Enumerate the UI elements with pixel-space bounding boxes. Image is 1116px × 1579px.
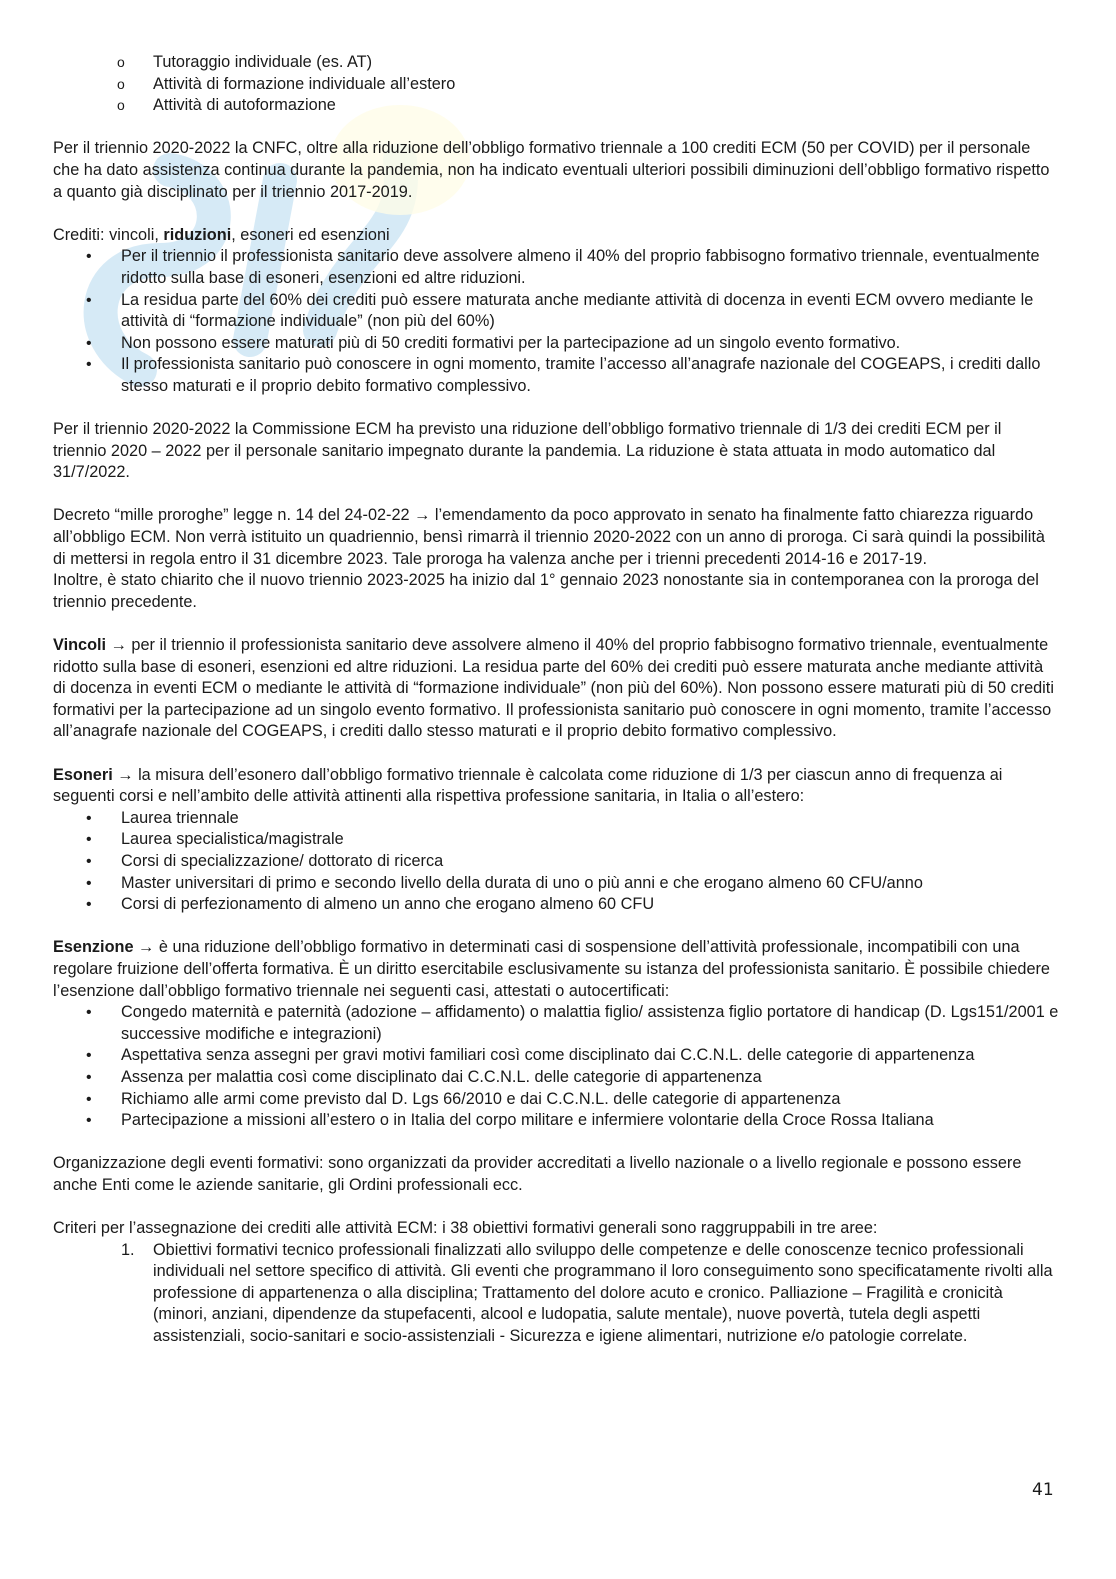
esenzione-label: Esenzione — [53, 938, 134, 957]
paragraph-decreto: Decreto “mille proroghe” legge n. 14 del 24-02-22 → l’emendamento da poco approvato in senato ha finalmente fatto chiarezza riguardo all’obbligo ECM. Non verrà istituito un quadriennio, bensì rimarrà il triennio 2020-2022 con un anno di proroga. Ci sarà quindi la possibilità di mettersi in regola entro il 31 dicembre 2023. Tale proroga ha valenza anche per i trienni precedenti 2014-16 e 2017-19. — [53, 506, 1045, 568]
list-item: • Assenza per malattia così come disciplinato dai C.C.N.L. delle categorie di appartenenza — [53, 1067, 1059, 1089]
list-item: • Corsi di perfezionamento di almeno un anno che erogano almeno 60 CFU — [53, 894, 1059, 916]
vincoli-label: Vincoli — [53, 636, 107, 655]
esenzione-list — [53, 1002, 1059, 1132]
intro-list — [53, 52, 1059, 117]
esoneri-label: Esoneri — [53, 765, 113, 784]
document-body — [53, 52, 1059, 1348]
list-item: • Per il triennio il professionista sanitario deve assolvere almeno il 40% del proprio fabbisogno formativo triennale, eventualmente ridotto sulla base di esoneri, esenzioni ed altre riduzioni. — [53, 246, 1059, 289]
list-item: • Richiamo alle armi come previsto dal D. Lgs 66/2010 e dai C.C.N.L. delle categorie di appartenenza — [53, 1089, 1059, 1111]
list-item: • Laurea specialistica/magistrale — [53, 829, 1059, 851]
crediti-heading: Crediti: vincoli, riduzioni, esoneri ed esenzioni — [53, 225, 390, 244]
paragraph-criteri: Criteri per l’assegnazione dei crediti alle attività ECM: i 38 obiettivi formativi generali sono raggruppabili in tre aree: — [53, 1219, 878, 1238]
list-item: o Attività di autoformazione — [53, 95, 1059, 117]
esoneri-list — [53, 808, 1059, 916]
paragraph-esenzione: Esenzione → è una riduzione dell’obbligo formativo in determinati casi di sospensione dell’attività professionale, incompatibili con una regolare fruizione dell’offerta formativa. È un diritto esercitabile esclusivamente su istanza del professionista sanitario. È possibile chiedere l’esenzione dall’obbligo formativo triennale nei seguenti casi, attestati o autocertificati: — [53, 938, 1050, 1000]
list-item: • Partecipazione a missioni all’estero o in Italia del corpo militare e infermiere volontarie della Croce Rossa Italiana — [53, 1110, 1059, 1132]
page-number: 41 — [1032, 1480, 1054, 1500]
paragraph-cnfc: Per il triennio 2020-2022 la CNFC, oltre alla riduzione dell’obbligo formativo triennale a 100 crediti ECM (50 per COVID) per il personale che ha dato assistenza continua durante la pandemia, non ha indicato eventuali ulteriori possibili diminuzioni dell’obbligo formativo rispetto a quanto già disciplinato per il triennio 2017-2019. — [53, 139, 1050, 201]
paragraph-organizzazione: Organizzazione degli eventi formativi: sono organizzati da provider accreditati a livello nazionale o a livello regionale e possono essere anche Enti come le aziende sanitarie, gli Ordini professionali ecc. — [53, 1154, 1022, 1194]
list-item: • Aspettativa senza assegni per gravi motivi familiari così come disciplinato dai C.C.N.L. delle categorie di appartenenza — [53, 1045, 1059, 1067]
list-item: • Il professionista sanitario può conoscere in ogni momento, tramite l’accesso all’anagrafe nazionale del COGEAPS, i crediti dallo stesso maturati e il proprio debito formativo complessivo. — [53, 354, 1059, 397]
crediti-list — [53, 246, 1059, 397]
list-item: • Laurea triennale — [53, 808, 1059, 830]
crediti-heading-bold: riduzioni — [163, 225, 232, 244]
list-item: o Attività di formazione individuale all’estero — [53, 74, 1059, 96]
paragraph-nuovo-triennio: Inoltre, è stato chiarito che il nuovo triennio 2023-2025 ha inizio dal 1° gennaio 2023 nonostante sia in contemporanea con la proroga del triennio precedente. — [53, 571, 1039, 611]
list-item: • Corsi di specializzazione/ dottorato di ricerca — [53, 851, 1059, 873]
list-item: • Non possono essere maturati più di 50 crediti formativi per la partecipazione ad un singolo evento formativo. — [53, 333, 1059, 355]
list-item: • Congedo maternità e paternità (adozione – affidamento) o malattia figlio/ assistenza figlio portatore di handicap (D. Lgs151/2001 e successive modifiche e integrazioni) — [53, 1002, 1059, 1045]
list-number: 1. — [121, 1240, 135, 1259]
paragraph-vincoli: Vincoli → per il triennio il professionista sanitario deve assolvere almeno il 40% del proprio fabbisogno formativo triennale, eventualmente ridotto sulla base di esoneri, esenzioni ed altre riduzioni. La residua parte del 60% dei crediti può essere maturata anche mediante attività di docenza in eventi ECM o mediante le attività di “formazione individuale” (non più del 60%). Non possono essere maturati più di 50 crediti formativi per la partecipazione ad un singolo evento formativo. Il professionista sanitario può conoscere in ogni momento, tramite l’accesso all’anagrafe nazionale del COGEAPS, i crediti dallo stesso maturati e il proprio debito formativo complessivo. — [53, 636, 1054, 741]
list-item: • Master universitari di primo e secondo livello della durata di uno o più anni e che erogano almeno 60 CFU/anno — [53, 873, 1059, 895]
list-item: • La residua parte del 60% dei crediti può essere maturata anche mediante attività di docenza in eventi ECM ovvero mediante le attività di “formazione individuale” (non più del 60%) — [53, 290, 1059, 333]
list-item: 1. Obiettivi formativi tecnico professionali finalizzati allo sviluppo delle competenze e delle conoscenze tecnico professionali individuali nel settore specifico di attività. Gli eventi che programmano il loro conseguimento sono specificatamente rivolti alla professione di appartenenza o alla disciplina; Trattamento del dolore acuto e cronico. Palliazione – Fragilità e cronicità (minori, anziani, dipendenze da stupefacenti, alcool e ludopatia, salute mentale), nuove povertà, tutela degli aspetti assistenziali, socio-sanitari e socio-assistenziali - Sicurezza e igiene alimentari, nutrizione e/o patologie correlate. — [121, 1240, 1053, 1346]
paragraph-esoneri: Esoneri → la misura dell’esonero dall’obbligo formativo triennale è calcolata come riduzione di 1/3 per ciascun anno di frequenza ai seguenti corsi e nell’ambito delle attività attinenti alla rispettiva professione sanitaria, in Italia o all’estero: — [53, 765, 1003, 806]
list-item: o Tutoraggio individuale (es. AT) — [53, 52, 1059, 74]
criteri-list — [53, 1240, 1059, 1348]
paragraph-commissione: Per il triennio 2020-2022 la Commissione ECM ha previsto una riduzione dell’obbligo formativo triennale di 1/3 dei crediti ECM per il triennio 2020 – 2022 per il personale sanitario impegnato durante la pandemia. La riduzione è stata attuata in modo automatico dal 31/7/2022. — [53, 420, 1002, 482]
